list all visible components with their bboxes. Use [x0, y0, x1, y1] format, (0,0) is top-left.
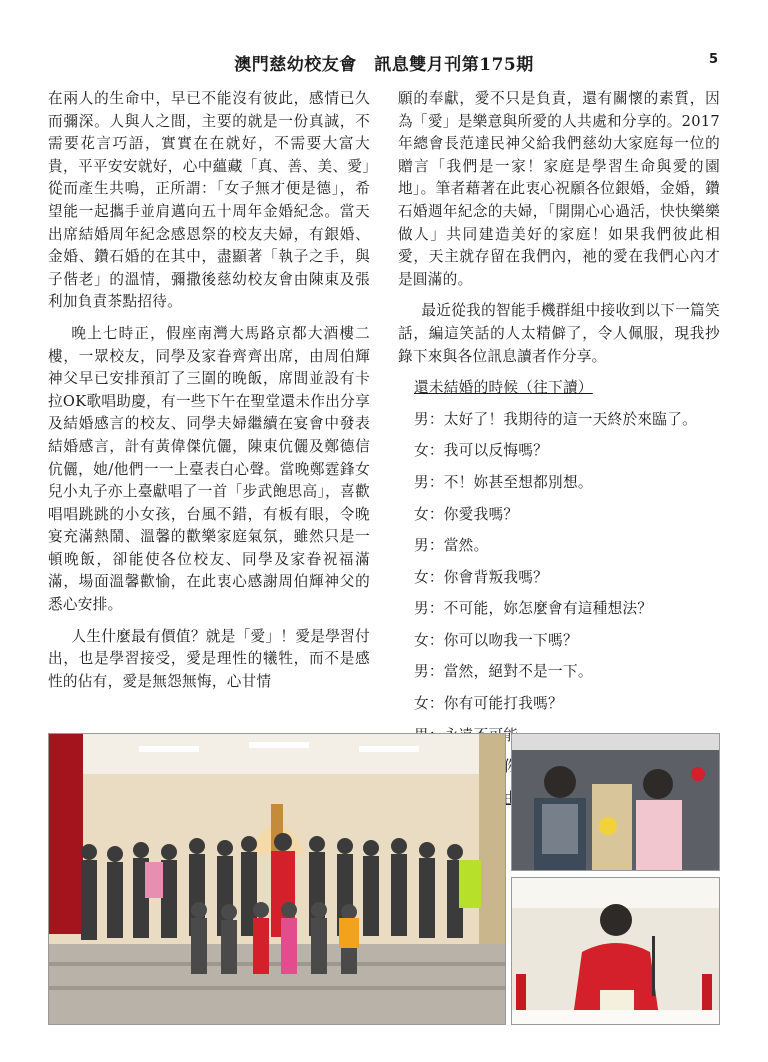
newsletter-title: 澳門慈幼校友會 訊息雙月刊第175期	[234, 55, 534, 75]
joke-line: 女：我可以反悔嗎？	[414, 442, 549, 460]
joke-line: 男：不！妳甚至想都別想。	[414, 473, 593, 491]
page-header	[48, 50, 720, 74]
joke-heading-before: 還未結婚的時候（往下讀）	[414, 379, 593, 397]
left-column	[48, 88, 370, 702]
joke-line: 女：你有可能打我嗎？	[414, 695, 563, 713]
joke-line: 男：太好了！我期待的這一天終於來臨了。	[414, 410, 697, 428]
joke-line: 女：你可以吻我一下嗎？	[414, 631, 578, 649]
paragraph-1: 在兩人的生命中，早已不能沒有彼此，感情已久而彌深。人與人之間，主要的就是一份真誠，不需要花言巧語，實實在在就好，不需要大富大貴，平平安安就好，心中蘊藏「真、善、美、愛」從而產生共鳴，正所謂：「女子無才便是德」，希望能一起攜手並肩邁向五十周年金婚紀念。當天出席結婚周年紀念感恩祭的校友夫婦，有銀婚、金婚、鑽石婚的在其中，盡顯著「執子之手，與子偕老」的溫情，彌撒後慈幼校友會由陳東及張利加負責茶點招待。	[48, 90, 370, 311]
priest-photo	[511, 877, 720, 1025]
joke-line: 男：當然，絕對不是一下。	[414, 663, 593, 681]
paragraph-3: 人生什麼最有價值？就是「愛」！愛是學習付出，也是學習接受，愛是理性的犧牲，而不是感性的佔有，愛是無怨無悔，心甘情	[48, 627, 370, 690]
couple-speaking-photo	[511, 733, 720, 871]
joke-line: 女：你會背叛我嗎？	[414, 568, 549, 586]
joke-line: 男：不可能，妳怎麼會有這種想法？	[414, 600, 653, 618]
joke-line: 女：你愛我嗎？	[414, 505, 519, 523]
paragraph-5: 最近從我的智能手機群組中接收到以下一篇笑話，編這笑話的人太精僻了，令人佩服，現我抄錄下來與各位訊息讀者作分享。	[398, 302, 720, 365]
joke-line: 男：當然。	[414, 537, 489, 555]
page-number: 5	[708, 52, 718, 67]
paragraph-4: 願的奉獻，愛不只是負責，還有關懷的素質，因為「愛」是樂意與所愛的人共處和分享的。2017年總會長范達民神父給我們慈幼大家庭每一位的贈言「我們是一家！家庭是學習生命與愛的園地」。筆者藉著在此衷心祝願各位銀婚，金婚，鑽石婚週年紀念的夫婦，「開開心心過活，快快樂樂做人」共同建造美好的家庭！如果我們彼此相愛，天主就存留在我們內，祂的愛在我們心內才是圓滿的。	[398, 90, 720, 288]
group-photo	[48, 733, 506, 1025]
right-column	[398, 88, 720, 819]
paragraph-2: 晚上七時正，假座南灣大馬路京都大酒樓二樓，一眾校友，同學及家眷齊齊出席，由周伯輝神父早已安排預訂了三圍的晚飯，席間並設有卡拉OK歌唱助慶，有一些下午在聖堂還未作出分享及結婚感言的校友、同學夫婦繼續在宴會中發表結婚感言，計有黃偉傑伉儷，陳東伉儷及鄭德信伉儷，她/他們一一上臺表白心聲。當晚鄭霆鋒女兒小丸子亦上臺獻唱了一首「步武飽思高」，喜歡唱唱跳跳的小女孩，台風不錯，有板有眼，令晚宴充滿熱鬧、溫馨的歡樂家庭氣氛，雖然只是一頓晚飯，卻能使各位校友、同學及家眷祝福滿滿，場面溫馨歡愉，在此衷心感謝周伯輝神父的悉心安排。	[48, 324, 370, 614]
